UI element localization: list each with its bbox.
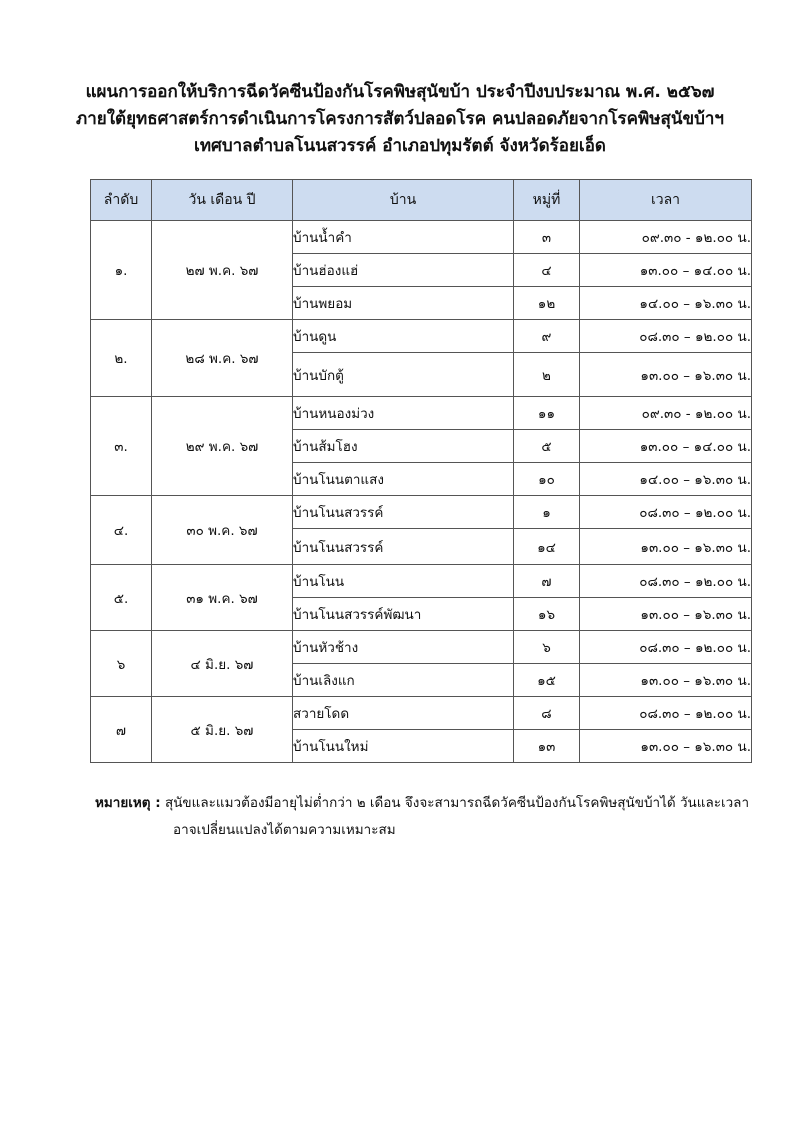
- table-row: [91, 320, 752, 353]
- time-cell: ๐๘.๓๐ – ๑๒.๐๐ น.: [580, 697, 752, 730]
- title-line-2: ภายใต้ยุทธศาสตร์การดำเนินการโครงการสัตว์ปลอดโรค คนปลอดภัยจากโรคพิษสุนัขบ้าฯ: [76, 109, 724, 129]
- village-cell: บ้านน้ำคำ: [293, 221, 514, 254]
- table-row: [91, 697, 752, 730]
- time-cell: ๑๓.๐๐ – ๑๖.๓๐ น.: [580, 730, 752, 763]
- time-cell: ๑๓.๐๐ – ๑๖.๓๐ น.: [580, 664, 752, 697]
- table-row: [91, 565, 752, 598]
- village-cell: สวายโดด: [293, 697, 514, 730]
- moo-cell: ๑๓: [514, 730, 580, 763]
- village-cell: บ้านดูน: [293, 320, 514, 353]
- date-cell: ๕ มิ.ย. ๖๗: [152, 697, 293, 763]
- village-cell: บ้านโนนสวรรค์พัฒนา: [293, 598, 514, 631]
- village-cell: บ้านฮ่องแฮ่: [293, 254, 514, 287]
- remark-note: [95, 790, 755, 844]
- order-cell: ๔.: [91, 496, 152, 565]
- village-cell: บ้านโนนสวรรค์: [293, 496, 514, 529]
- moo-cell: ๗: [514, 565, 580, 598]
- order-cell: ๒.: [91, 320, 152, 397]
- header-date: วัน เดือน ปี: [152, 180, 293, 221]
- order-cell: ๖: [91, 631, 152, 697]
- moo-cell: ๘: [514, 697, 580, 730]
- table-row: [91, 496, 752, 529]
- time-cell: ๐๙.๓๐ - ๑๒.๐๐ น.: [580, 221, 752, 254]
- header-order: ลำดับ: [91, 180, 152, 221]
- time-cell: ๐๘.๓๐ – ๑๒.๐๐ น.: [580, 631, 752, 664]
- order-cell: ๕.: [91, 565, 152, 631]
- time-cell: ๑๓.๐๐ – ๑๔.๐๐ น.: [580, 254, 752, 287]
- moo-cell: ๓: [514, 221, 580, 254]
- moo-cell: ๑๔: [514, 529, 580, 565]
- moo-cell: ๑๐: [514, 463, 580, 496]
- moo-cell: ๑: [514, 496, 580, 529]
- remark-label: หมายเหตุ :: [95, 795, 161, 811]
- village-cell: บ้านส้มโฮง: [293, 430, 514, 463]
- village-cell: บ้านหัวช้าง: [293, 631, 514, 664]
- moo-cell: ๖: [514, 631, 580, 664]
- village-cell: บ้านโนนใหม่: [293, 730, 514, 763]
- header-time: เวลา: [580, 180, 752, 221]
- time-cell: ๐๘.๓๐ – ๑๒.๐๐ น.: [580, 496, 752, 529]
- village-cell: บ้านหนองม่วง: [293, 397, 514, 430]
- date-cell: ๓๑ พ.ค. ๖๗: [152, 565, 293, 631]
- time-cell: ๐๘.๓๐ – ๑๒.๐๐ น.: [580, 320, 752, 353]
- time-cell: ๐๙.๓๐ - ๑๒.๐๐ น.: [580, 397, 752, 430]
- order-cell: ๗: [91, 697, 152, 763]
- moo-cell: ๕: [514, 430, 580, 463]
- table-row: [91, 221, 752, 254]
- time-cell: ๑๓.๐๐ – ๑๖.๓๐ น.: [580, 353, 752, 397]
- header-village: บ้าน: [293, 180, 514, 221]
- title-line-1: แผนการออกให้บริการฉีดวัคซีนป้องกันโรคพิษสุนัขบ้า ประจำปีงบประมาณ พ.ศ. ๒๕๖๗: [85, 82, 715, 102]
- time-cell: ๑๔.๐๐ – ๑๖.๓๐ น.: [580, 463, 752, 496]
- moo-cell: ๑๕: [514, 664, 580, 697]
- date-cell: ๒๙ พ.ค. ๖๗: [152, 397, 293, 496]
- village-cell: บ้านเลิงแก: [293, 664, 514, 697]
- moo-cell: ๑๒: [514, 287, 580, 320]
- village-cell: บ้านพยอม: [293, 287, 514, 320]
- time-cell: ๑๓.๐๐ – ๑๔.๐๐ น.: [580, 430, 752, 463]
- time-cell: ๑๓.๐๐ – ๑๖.๓๐ น.: [580, 529, 752, 565]
- title-line-3: เทศบาลตำบลโนนสวรรค์ อำเภอปทุมรัตต์ จังหวัดร้อยเอ็ด: [194, 136, 606, 156]
- order-cell: ๓.: [91, 397, 152, 496]
- document-title: [0, 79, 800, 160]
- time-cell: ๑๓.๐๐ – ๑๖.๓๐ น.: [580, 598, 752, 631]
- date-cell: ๒๘ พ.ค. ๖๗: [152, 320, 293, 397]
- moo-cell: ๑๑: [514, 397, 580, 430]
- moo-cell: ๑๖: [514, 598, 580, 631]
- table-header-row: [91, 180, 752, 221]
- table-row: [91, 631, 752, 664]
- date-cell: ๒๗ พ.ค. ๖๗: [152, 221, 293, 320]
- date-cell: ๓๐ พ.ค. ๖๗: [152, 496, 293, 565]
- vaccination-schedule-table: [90, 179, 752, 763]
- remark-text-1: สุนัขและแมวต้องมีอายุไม่ต่ำกว่า ๒ เดือน จึงจะสามารถฉีดวัคซีนป้องกันโรคพิษสุนัขบ้าได้ วันและเวลา: [164, 795, 750, 811]
- time-cell: ๑๔.๐๐ – ๑๖.๓๐ น.: [580, 287, 752, 320]
- moo-cell: ๙: [514, 320, 580, 353]
- header-moo: หมู่ที่: [514, 180, 580, 221]
- village-cell: บ้านโนนตาแสง: [293, 463, 514, 496]
- remark-line-1: [95, 790, 755, 817]
- remark-text-2: อาจเปลี่ยนแปลงได้ตามความเหมาะสม: [173, 822, 396, 838]
- time-cell: ๐๘.๓๐ – ๑๒.๐๐ น.: [580, 565, 752, 598]
- table-row: [91, 397, 752, 430]
- order-cell: ๑.: [91, 221, 152, 320]
- village-cell: บ้านโนน: [293, 565, 514, 598]
- village-cell: บ้านโนนสวรรค์: [293, 529, 514, 565]
- moo-cell: ๔: [514, 254, 580, 287]
- moo-cell: ๒: [514, 353, 580, 397]
- date-cell: ๔ มิ.ย. ๖๗: [152, 631, 293, 697]
- village-cell: บ้านบักตู้: [293, 353, 514, 397]
